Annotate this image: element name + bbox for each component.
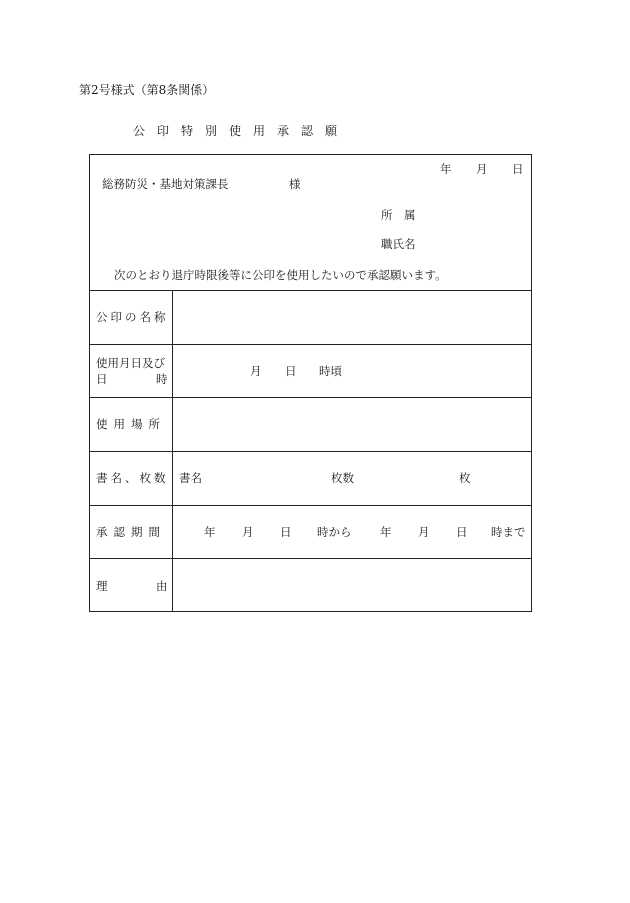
seal-name-label: 公印の名称 bbox=[96, 310, 169, 324]
document-count-unit: 枚 bbox=[459, 471, 471, 485]
row-divider bbox=[90, 505, 531, 506]
period-from-year: 年 bbox=[204, 525, 216, 539]
period-to-month: 月 bbox=[418, 525, 430, 539]
period-to-year: 年 bbox=[380, 525, 392, 539]
period-to-time: 時まで bbox=[491, 525, 526, 539]
period-to-day: 日 bbox=[456, 525, 468, 539]
date-month-label: 月 bbox=[476, 162, 488, 176]
reason-label-second: 由 bbox=[156, 579, 168, 593]
usage-date-label-day: 日 bbox=[96, 372, 108, 386]
form-number: 第2号様式（第8条関係） bbox=[79, 83, 215, 97]
document-count-label: 枚数 bbox=[331, 471, 354, 485]
reason-label-first: 理 bbox=[96, 579, 108, 593]
honorific: 様 bbox=[289, 177, 301, 191]
request-text: 次のとおり退庁時限後等に公印を使用したいので承認願います。 bbox=[114, 268, 447, 282]
usage-date-label-line1: 使用月日及び bbox=[96, 356, 165, 370]
form-table bbox=[89, 154, 532, 612]
usage-month-label: 月 bbox=[250, 364, 262, 378]
form-title: 公 印 特 別 使 用 承 認 願 bbox=[133, 124, 338, 138]
place-field[interactable] bbox=[173, 398, 531, 450]
row-divider bbox=[90, 344, 531, 345]
document-label: 書名、枚数 bbox=[96, 471, 169, 485]
reason-field[interactable] bbox=[173, 559, 531, 611]
place-label: 使用場所 bbox=[96, 417, 166, 431]
usage-time-label: 時頃 bbox=[319, 364, 342, 378]
department-label: 所 属 bbox=[381, 208, 416, 222]
seal-name-field[interactable] bbox=[173, 291, 531, 343]
usage-date-label-time: 時 bbox=[156, 372, 168, 386]
date-day-label: 日 bbox=[512, 162, 524, 176]
approval-period-label: 承認期間 bbox=[96, 525, 166, 539]
addressee: 総務防災・基地対策課長 bbox=[102, 177, 229, 191]
period-from-day: 日 bbox=[280, 525, 292, 539]
document-name-label: 書名 bbox=[179, 471, 202, 485]
period-from-month: 月 bbox=[242, 525, 254, 539]
row-divider bbox=[90, 451, 531, 452]
period-from-time: 時から bbox=[317, 525, 352, 539]
usage-day-label: 日 bbox=[285, 364, 297, 378]
date-year-label: 年 bbox=[440, 162, 452, 176]
name-label: 職氏名 bbox=[381, 237, 416, 251]
